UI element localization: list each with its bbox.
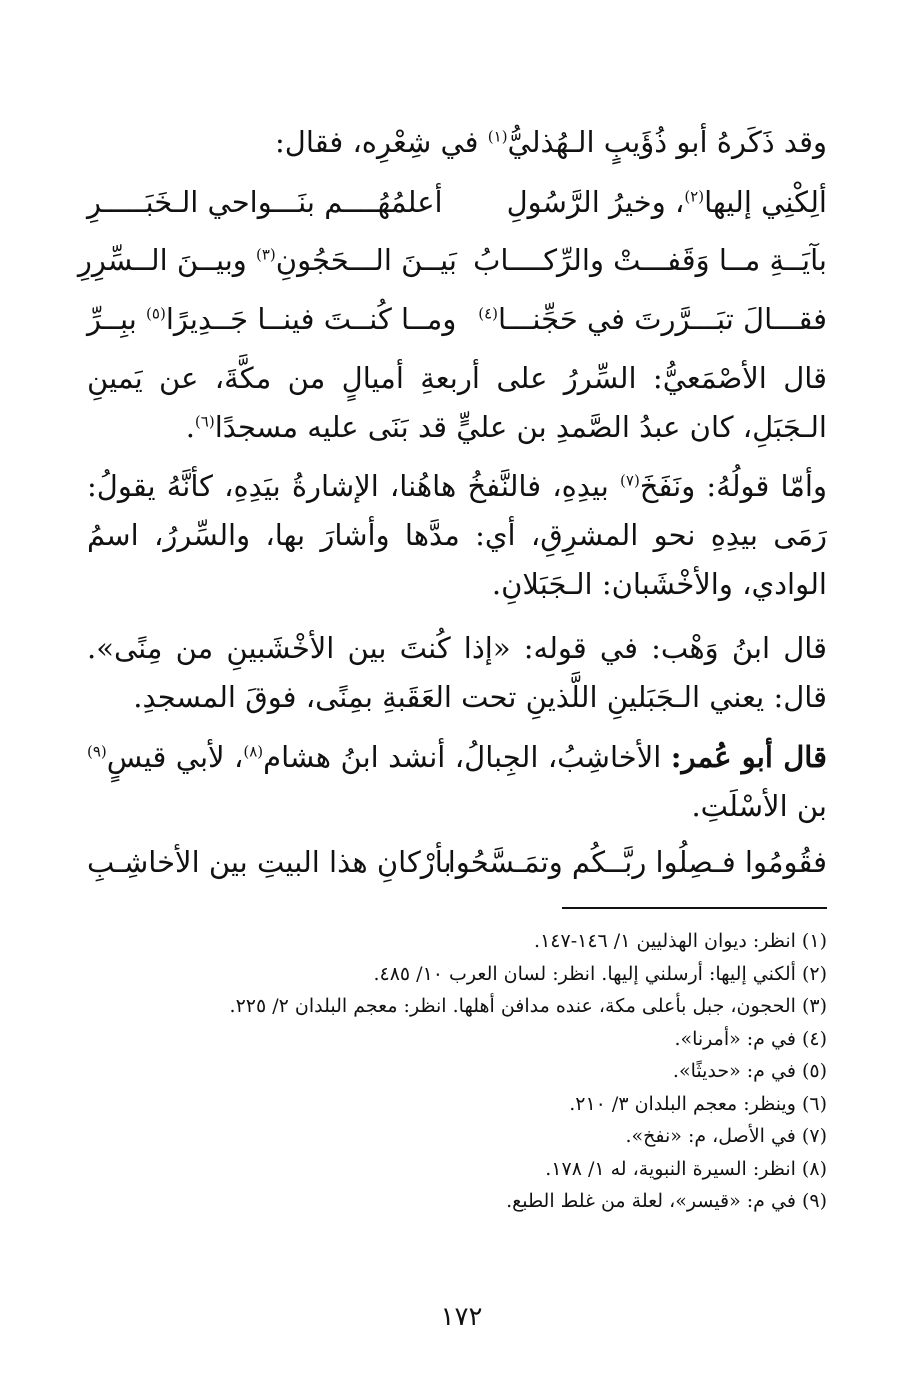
hemistich-text: فقـــالَ تبَـــرَّرتَ في حَجِّنـــا <box>498 302 827 336</box>
footnote-ref[interactable]: (٧) <box>620 471 640 490</box>
verse-second-hemistich <box>87 291 457 347</box>
verse-first-hemistich <box>447 834 827 890</box>
hemistich-text: ومــا كُنــتَ فينــا جَــدِيرًا <box>165 302 457 336</box>
footnote-ref[interactable]: (٩) <box>87 742 107 761</box>
footnote: (٩) في م: «قيسر»، لعلة من غلط الطبع. <box>506 1190 827 1212</box>
footnote-ref[interactable]: (٦) <box>194 412 215 431</box>
verse-first-hemistich <box>497 174 827 230</box>
hemistich-text: أعلمُهُــــم بنَـــواحي الـخَبَـــــرِ <box>87 185 443 219</box>
footnote: (٤) في م: «أمرنا». <box>674 1027 827 1050</box>
speaker-name: قال أبو عُمر: <box>670 740 827 774</box>
footnote: (٢) ألكني إليها: أرسلني إليها. انظر: لسان العرب ١٠/ ٤٨٥. <box>373 962 827 985</box>
footnote: (١) انظر: ديوان الهذليين ١/ ١٤٦-١٤٧. <box>534 930 827 952</box>
paragraph-text: وأمّا قولُهُ: ونَفَخَ <box>639 469 827 503</box>
verse-line <box>77 232 827 288</box>
intro-text: وقد ذَكَرهُ أبو ذُؤَيبٍ الـهُذليُّ <box>507 125 827 159</box>
verse-first-hemistich <box>473 232 827 288</box>
paragraph-text-end: بيدِهِ، فالنَّفخُ هاهُنا، الإشارةُ بيَدِهِ، كأنَّهُ يقولُ: رَمَى بيدِهِ نحو المشرِقِ، أي: مدَّها وأشارَ بها، والسِّررُ، اسمُ الوادي، والأخْشَبان: الـجَبَلانِ. <box>87 469 827 601</box>
footnote-ref[interactable]: (٤) <box>478 304 499 323</box>
verse-line <box>87 834 827 890</box>
paragraph-abu-umar <box>87 733 827 831</box>
footnote-separator <box>562 907 827 909</box>
paragraph-text-middle: ، لأبي قيسٍ <box>106 740 244 774</box>
paragraph-asmai <box>87 354 827 452</box>
verse-second-hemistich <box>87 174 457 230</box>
hemistich-text: ألِكْنِي إليها <box>704 185 827 219</box>
footnote: (٧) في الأصل، م: «نفخ». <box>625 1125 827 1147</box>
footnote-ref[interactable]: (١) <box>487 127 508 146</box>
hemistich-text: بآيَــةِ مــا وَقَفـــتْ والرِّكــــابُ <box>473 243 827 277</box>
paragraph-text: قال ابنُ وَهْب: في قوله: «إذا كُنتَ بين الأخْشَبينِ من مِنًى». قال: يعني الـجَبَلينِ اللَّذينِ تحت العَقَبةِ بمِنًى، فوقَ المسجدِ. <box>87 631 827 714</box>
paragraph-text-end: بن الأسْلَتِ. <box>691 789 827 823</box>
footnote-ref[interactable]: (٣) <box>256 245 276 264</box>
footnote-ref[interactable]: (٢) <box>684 187 705 206</box>
intro-line <box>87 118 827 166</box>
footnotes <box>87 925 827 1218</box>
paragraph-end: . <box>185 410 195 444</box>
paragraph-text: الأخاشِبُ، الجِبالُ، أنشد ابنُ هشام <box>263 740 671 774</box>
verse-second-hemistich <box>87 834 457 890</box>
hemistich-text: فقُومُوا فـصِلُوا ربَّــكُم وتمَـسَّحُوا <box>447 845 827 879</box>
paragraph-ibn-wahb <box>87 624 827 722</box>
hemistich-text-end: وبيــنَ الــسِّرِرِ <box>77 243 256 277</box>
hemistich-text: بَيــنَ الـــحَجُونِ <box>275 243 457 277</box>
footnote-ref[interactable]: (٥) <box>146 304 166 323</box>
hemistich-text-end: ببِــرِّ <box>87 302 147 336</box>
paragraph-text: قال الأصْمَعيُّ: السِّررُ على أربعةِ أميالٍ من مكَّةَ، عن يَمينِ الـجَبَلِ، كان عبدُ الصَّمدِ بن عليٍّ قد بَنَى عليه مسجدًا <box>87 361 827 444</box>
hemistich-text-end: ، وخيرُ الرَّسُولِ <box>506 185 685 219</box>
footnote: (٨) انظر: السيرة النبوية، له ١/ ١٧٨. <box>545 1157 827 1180</box>
footnote: (٣) الحجون، جبل بأعلى مكة، عنده مدافن أهلها. انظر: معجم البلدان ٢/ ٢٢٥. <box>229 995 827 1017</box>
hemistich-text: بأرْكانِ هذا البيتِ بين الأخاشِـبِ <box>87 845 452 879</box>
paragraph-nafakha <box>87 462 827 609</box>
verse-line <box>87 174 827 230</box>
page-number: ١٧٢ <box>440 1302 483 1332</box>
verse-line <box>87 291 827 347</box>
footnote: (٥) في م: «حديثًا». <box>672 1060 827 1082</box>
footnote-ref[interactable]: (٨) <box>243 742 264 761</box>
footnote: (٦) وينظر: معجم البلدان ٣/ ٢١٠. <box>569 1092 827 1115</box>
verse-first-hemistich <box>478 291 827 347</box>
verse-second-hemistich <box>77 232 457 288</box>
intro-text-end: في شِعْرِه، فقال: <box>275 125 488 159</box>
